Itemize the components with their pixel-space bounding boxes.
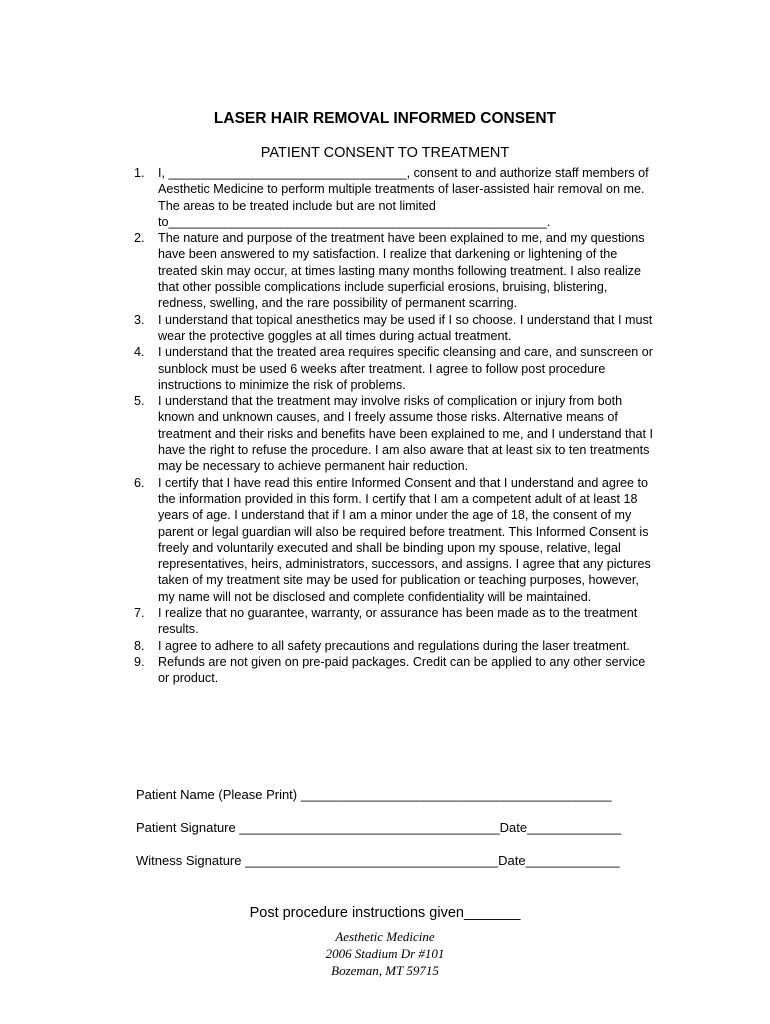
item-number: 5. xyxy=(134,394,145,409)
item-number: 7. xyxy=(134,606,145,621)
consent-item xyxy=(128,638,658,654)
consent-item xyxy=(128,654,658,687)
item-text: I understand that the treated area requires specific cleansing and care, and sunscreen or sunblock must be used 6 weeks after treatment. I agree to follow post procedure instructions to minimize the risk of problems. xyxy=(158,345,653,392)
item-text: The nature and purpose of the treatment have been explained to me, and my questions have been answered to my satisfaction. I realize that darkening or lightening of the treated skin may occur, at times lasting many months following treatment. I also realize that other possible complications include superficial erosions, bruising, blistering, redness, swelling, and the rare possibility of permanent scarring. xyxy=(158,231,645,311)
consent-item xyxy=(128,230,658,311)
item-number: 6. xyxy=(134,475,145,490)
patient-signature-field[interactable]: Patient Signature ____________________________________Date_____________ xyxy=(136,820,622,835)
item-number: 8. xyxy=(134,638,145,653)
item-text: I understand that topical anesthetics may be used if I so choose. I understand that I must wear the protective goggles at all times during actual treatment. xyxy=(158,312,653,343)
address-line-2: 2006 Stadium Dr #101 xyxy=(325,946,445,961)
consent-item xyxy=(128,344,658,393)
witness-signature-field[interactable]: Witness Signature ___________________________________Date_____________ xyxy=(136,853,620,868)
address-line-3: Bozeman, MT 59715 xyxy=(331,963,439,978)
consent-item xyxy=(128,312,658,345)
item-text: I, __________________________________, consent to and authorize staff members of Aesthetic Medicine to perform multiple treatments of laser-assisted hair removal on me. The areas to be treated include but are not limited to______________________________________________________. xyxy=(158,166,649,229)
consent-item xyxy=(128,165,658,230)
post-instructions-line[interactable]: Post procedure instructions given_______ xyxy=(249,905,521,921)
item-text: I realize that no guarantee, warranty, or assurance has been made as to the treatment results. xyxy=(158,606,638,637)
document-subtitle: PATIENT CONSENT TO TREATMENT xyxy=(260,145,510,161)
consent-item xyxy=(128,475,658,605)
item-text: Refunds are not given on pre-paid packages. Credit can be applied to any other service or product. xyxy=(158,654,646,686)
consent-item xyxy=(128,393,658,474)
item-number: 2. xyxy=(134,231,145,246)
item-number: 1. xyxy=(134,166,145,180)
consent-item xyxy=(128,605,658,638)
item-text: I understand that the treatment may involve risks of complication or injury from both known and unknown causes, and I freely assume those risks. Alternative means of treatment and their risks and benefits have been explained to me, and I understand that I have the right to refuse the procedure. I am also aware that at least six to ten treatments may be necessary to achieve permanent hair reduction. xyxy=(158,394,653,474)
item-text: I agree to adhere to all safety precautions and regulations during the laser treatment. xyxy=(158,638,630,653)
item-number: 3. xyxy=(134,312,145,327)
document-title: LASER HAIR REMOVAL INFORMED CONSENT xyxy=(213,110,557,127)
address-line-1: Aesthetic Medicine xyxy=(335,929,435,944)
consent-items-list xyxy=(128,165,658,687)
item-number: 9. xyxy=(134,654,145,669)
item-text: I certify that I have read this entire Informed Consent and that I understand and agree to the information provided in this form. I certify that I am a competent adult of at least 18 years of age. I understand that if I am a minor under the age of 18, the consent of my parent or legal guardian will also be required before treatment. This Informed Consent is freely and voluntarily executed and shall be binding upon my spouse, relative, legal representatives, heirs, administrators, successors, and assigns. I agree that any pictures taken of my treatment site may be used for publication or teaching purposes, however, my name will not be disclosed and complete confidentiality will be maintained. xyxy=(158,475,651,604)
item-number: 4. xyxy=(134,345,145,360)
patient-name-field[interactable]: Patient Name (Please Print) ___________________________________________ xyxy=(136,787,612,802)
